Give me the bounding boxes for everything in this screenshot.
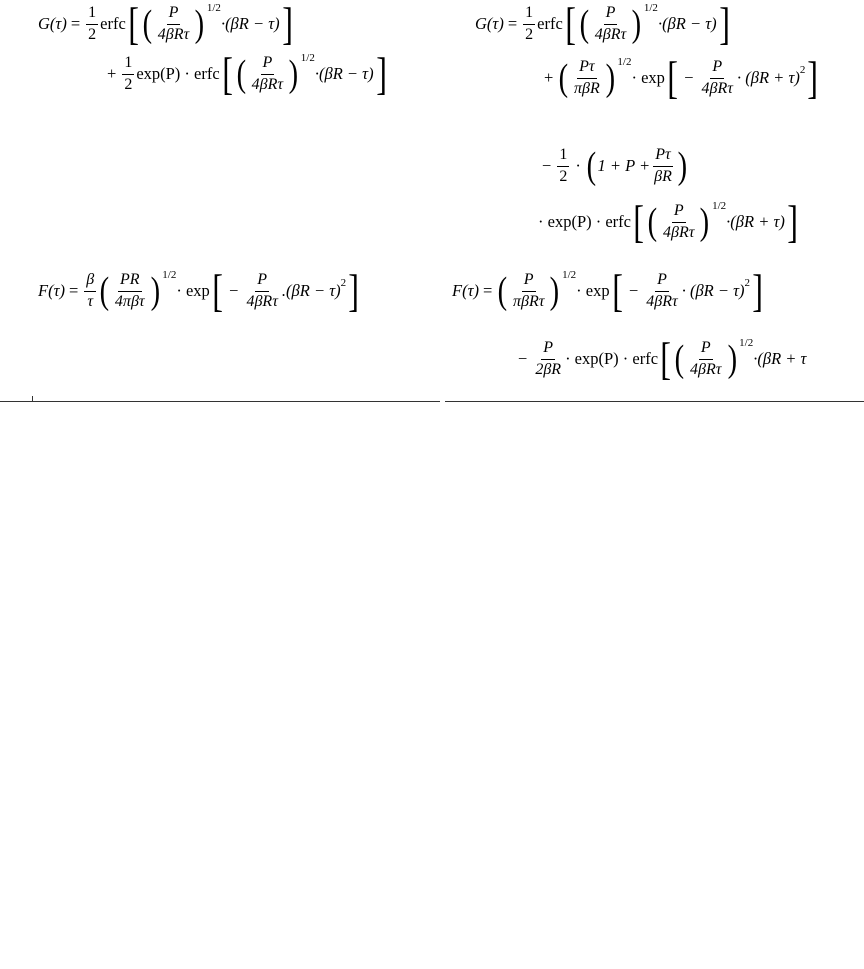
function-name: · exp(P) · erfc [538, 211, 631, 231]
right-f-equation-line1 [452, 266, 765, 316]
paren-close: ) [194, 3, 205, 45]
inner-sum: 1 + P + [597, 155, 651, 175]
exp-fraction: $\frac{P}{\text{4βRτ}}$ [246, 270, 278, 310]
equals-sign: = [70, 13, 81, 33]
tail-term: ·(βR + τ) [726, 211, 785, 231]
paren-close: ) [605, 57, 615, 99]
minus-sign: − [628, 280, 639, 300]
coefficient-fraction: $\frac{1}{2}$ [559, 145, 568, 185]
exp-term: · exp [576, 280, 610, 300]
paren-close: ) [677, 145, 687, 187]
bracket-open: [ [128, 0, 139, 49]
tail-exponent: 2 [744, 276, 751, 289]
bracket-close: ] [348, 265, 360, 316]
tail-term: ·(βR + τ [753, 348, 807, 368]
paren-open: ( [674, 338, 685, 380]
bracket-open: [ [221, 48, 233, 99]
table-column-tick [32, 396, 33, 402]
coefficient-fraction: $\frac{\beta}{\tau}$ [86, 270, 95, 310]
exponent: 1/2 [162, 268, 177, 281]
exponent: 1/2 [712, 199, 727, 212]
paren-close: ) [700, 201, 710, 243]
inner-fraction: $\frac{P}{\text{πβRτ}}$ [512, 270, 545, 310]
bracket-open: [ [667, 52, 678, 103]
coefficient-fraction: $\frac{1}{2}$ [88, 3, 97, 43]
inner-fraction: $\frac{P}{\text{4βRτ}}$ [662, 201, 695, 241]
inner-fraction: $\frac{P}{\text{4βRτ}}$ [157, 3, 190, 43]
exponent: 1/2 [643, 1, 658, 14]
tail-term: ·(βR − τ) [657, 13, 717, 33]
bracket-close: ] [752, 265, 764, 316]
minus-sign: − [542, 155, 552, 175]
left-g-equation-line1 [38, 0, 295, 49]
paren-open: ( [236, 53, 247, 95]
paren-close: ) [727, 338, 737, 380]
paren-close: ) [550, 270, 560, 312]
bracket-open: [ [565, 0, 576, 49]
left-g-equation-line2 [103, 48, 389, 99]
equals-sign: = [68, 280, 79, 300]
exponent: 1/2 [300, 51, 315, 64]
exp-term: · exp [631, 67, 665, 87]
exp-fraction: $\frac{P}{\text{4βRτ}}$ [646, 270, 678, 310]
function-name: erfc [100, 13, 126, 33]
exponent: 1/2 [562, 268, 577, 281]
paren-open: ( [558, 57, 569, 99]
inner-fraction: $\frac{P\tau}{\beta R}$ [654, 145, 672, 185]
coefficient-fraction: $\frac{P}{2\beta R}$ [535, 338, 562, 378]
bracket-close: ] [718, 0, 730, 49]
inner-fraction: $\frac{PR}{\text{4πβτ}}$ [114, 270, 145, 310]
tail-term: · (βR − τ) [681, 280, 745, 300]
dot-operator: · [575, 155, 581, 175]
exponent: 1/2 [617, 55, 632, 68]
right-g-equation-line2 [540, 52, 821, 103]
paren-open: ( [142, 3, 153, 45]
bracket-close: ] [281, 0, 293, 49]
function-name: · exp(P) · erfc [565, 348, 659, 368]
lhs: F(τ) [452, 280, 479, 300]
bracket-open: [ [611, 265, 623, 316]
tail-exponent: 2 [799, 63, 806, 76]
plus-sign: + [107, 63, 117, 83]
right-g-equation-line3 [538, 144, 689, 188]
inner-fraction: $\frac{P\tau}{\text{πβR}}$ [573, 57, 600, 97]
minus-sign: − [684, 67, 694, 87]
tail-term: .(βR − τ) [281, 280, 341, 300]
lhs: G(τ) [475, 13, 504, 33]
table-bottom-rule-right [445, 401, 864, 402]
table-bottom-rule-left [0, 401, 440, 402]
inner-fraction: $\frac{P}{\text{4βRτ}}$ [594, 3, 627, 43]
right-g-equation-line1 [475, 0, 732, 49]
bracket-close: ] [787, 196, 798, 247]
minus-sign: − [229, 280, 239, 300]
equals-sign: = [507, 13, 518, 33]
inner-fraction: $\frac{P}{\text{4βRτ}}$ [251, 53, 284, 93]
tail-term: · (βR + τ) [737, 67, 800, 87]
bracket-open: [ [212, 265, 223, 316]
exponent: 1/2 [206, 1, 221, 14]
function-name: exp(P) · erfc [136, 63, 220, 83]
coefficient-fraction: $\frac{1}{2}$ [525, 3, 534, 43]
coefficient-fraction: $\frac{1}{2}$ [124, 53, 133, 93]
paren-open: ( [99, 270, 110, 312]
lhs: F(τ) [38, 280, 65, 300]
equals-sign: = [482, 280, 493, 300]
tail-term: ·(βR − τ) [314, 63, 374, 83]
left-f-equation [38, 266, 361, 316]
tail-term: ·(βR − τ) [220, 13, 280, 33]
paren-open: ( [579, 3, 590, 45]
bracket-close: ] [807, 52, 819, 103]
lhs: G(τ) [38, 13, 67, 33]
right-g-equation-line4 [538, 196, 800, 247]
paren-open: ( [497, 270, 508, 312]
bracket-open: [ [633, 196, 645, 247]
right-f-equation-line2 [514, 334, 806, 384]
exponent: 1/2 [739, 336, 754, 349]
exp-term: · exp [176, 280, 210, 300]
plus-sign: + [544, 67, 554, 87]
minus-sign: − [518, 348, 528, 368]
inner-fraction: $\frac{P}{\text{4βRτ}}$ [690, 338, 722, 378]
function-name: erfc [537, 13, 563, 33]
tail-exponent: 2 [340, 276, 347, 289]
bracket-close: ] [375, 48, 387, 99]
bracket-open: [ [660, 333, 672, 384]
paren-close: ) [631, 3, 642, 45]
exp-fraction: $\frac{P}{\text{4βRτ}}$ [701, 57, 734, 97]
paren-open: ( [647, 201, 658, 243]
paren-close: ) [150, 270, 160, 312]
paren-open: ( [586, 145, 596, 187]
paren-close: ) [288, 53, 299, 95]
